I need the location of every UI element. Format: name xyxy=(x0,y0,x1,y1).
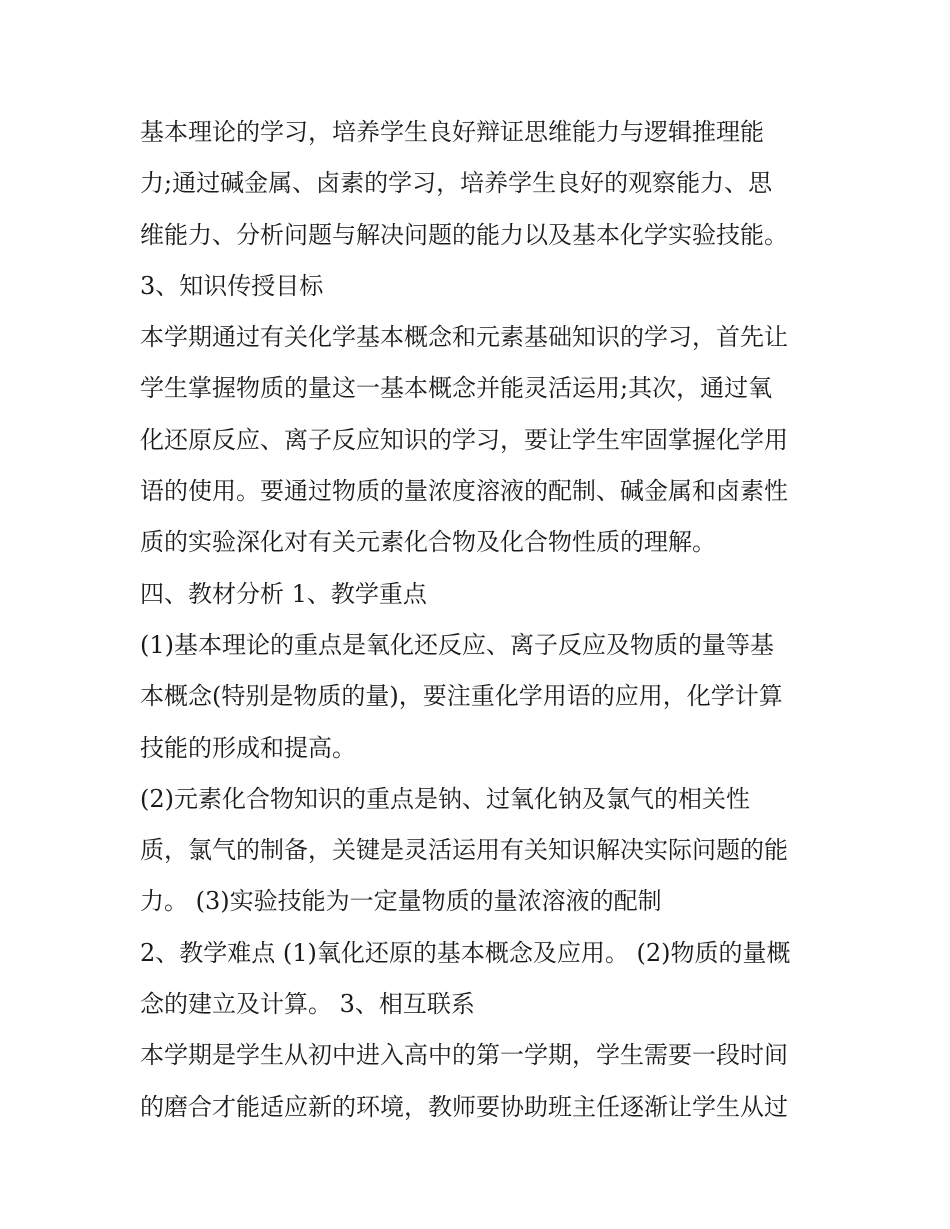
text-line: 维能力、分析问题与解决问题的能力以及基本化学实验技能。 xyxy=(140,220,788,249)
text-line: (1)基本理论的重点是氧化还反应、离子反应及物质的量等基 xyxy=(140,630,774,659)
text-line: 质，氯气的制备，关键是灵活运用有关知识解决实际问题的能 xyxy=(140,836,788,865)
body-text xyxy=(140,107,820,1133)
text-line: 技能的形成和提高。 xyxy=(140,733,356,762)
text-line: 本概念(特别是物质的量)，要注重化学用语的应用，化学计算 xyxy=(140,682,783,711)
text-line: 的磨合才能适应新的环境，教师要协助班主任逐渐让学生从过 xyxy=(140,1092,788,1121)
text-line: 力。 (3)实验技能为一定量物质的量浓溶液的配制 xyxy=(140,887,662,916)
text-line: 语的使用。要通过物质的量浓度溶液的配制、碱金属和卤素性 xyxy=(140,477,788,506)
text-line: 本学期是学生从初中进入高中的第一学期，学生需要一段时间 xyxy=(140,1041,788,1070)
text-line: 化还原反应、离子反应知识的学习，要让学生牢固掌握化学用 xyxy=(140,425,788,454)
text-line: 念的建立及计算。 3、相互联系 xyxy=(140,990,475,1019)
section-heading: 四、教材分析 1、教学重点 xyxy=(140,579,427,608)
text-line: 基本理论的学习，培养学生良好辩证思维能力与逻辑推理能 xyxy=(140,118,764,146)
text-line: 学生掌握物质的量这一基本概念并能灵活运用;其次，通过氧 xyxy=(140,374,773,403)
section-heading: 3、知识传授目标 xyxy=(140,271,324,300)
text-line: 质的实验深化对有关元素化合物及化合物性质的理解。 xyxy=(140,528,716,557)
text-line: 本学期通过有关化学基本概念和元素基础知识的学习，首先让 xyxy=(140,323,788,352)
text-line: 2、教学难点 (1)氧化还原的基本概念及应用。 (2)物质的量概 xyxy=(140,938,791,967)
text-line: 力;通过碱金属、卤素的学习，培养学生良好的观察能力、思 xyxy=(140,169,773,198)
text-line: (2)元素化合物知识的重点是钠、过氧化钠及氯气的相关性 xyxy=(140,784,750,813)
